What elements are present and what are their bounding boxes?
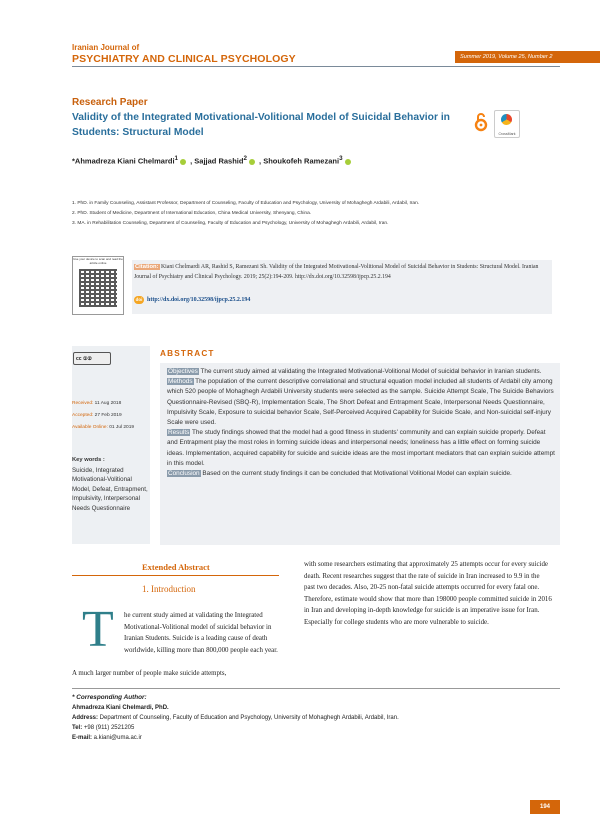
intro-column1-last: A much larger number of people make suicide attempts, xyxy=(72,670,227,677)
received-value: 11 Aug 2018 xyxy=(93,401,122,406)
page-number: 194 xyxy=(530,800,560,814)
author-list xyxy=(72,155,353,166)
corresponding-email xyxy=(72,733,552,743)
abstract-heading: ABSTRACT xyxy=(160,349,215,358)
section-heading: 1. Introduction xyxy=(142,584,196,594)
affiliation-item: 2. PhD. Student of Medicine, Department of International Education, China Medical University, Shenyang, China. xyxy=(72,211,312,216)
citation-body: Kiani Chelmardi AR, Rashid S, Ramezani Sh. Validity of the Integrated Motivational-Volitional Model of Suicidal Behavior in Students: Structural Model. Iranian Journal of Psychiatry and Clinical Psychology. 2019; 25(2):194-209. http://dx.doi.org/10.32598/ijpcp.25.2.194 xyxy=(134,264,539,280)
online-label: Available Online: xyxy=(72,425,108,430)
results-text: The study findings showed that the model had a good fitness in students' community and can explain suicide properly. Defeat and Entrapment play the most roles in forming suicide ideas and interpersonal needs; loneliness has a little effect on forming suicide ideas. Implementation, acquired capability for suicide and suicide ideas are the most important mediators that can explain suicide attempt in this model. xyxy=(167,429,555,467)
author-sup: 1 xyxy=(174,155,179,162)
qr-code-icon xyxy=(79,269,117,307)
author-sup: 2 xyxy=(243,155,247,162)
journal-name-line1: Iranian Journal of xyxy=(72,43,140,52)
accepted-label: Accepted: xyxy=(72,413,94,418)
drop-cap: T xyxy=(82,601,114,658)
accepted-value: 27 Feb 2019 xyxy=(93,413,122,418)
author-sup: 3 xyxy=(339,155,343,162)
methods-text: The population of the current descriptive correlational and structural equation model included all students of Ardabil city among which 520 people of Mohaghegh Ardabili University students were selected as the sample. Suicide Attempt Scale, The Suicide Behaviors Questionnaire-Revised (SBQ-R), Implementation Scale, The Short Defeat and Entrapment Scale, Interpersonal Needs Questionnaire, Impulsivity Scale, Exposure to suicidal behavior Scale, Self-Perceived Acquired Capability for Suicide Scale, and Non-suicidal self-injury Scale were used. xyxy=(167,378,554,427)
accepted-date xyxy=(72,410,134,422)
affiliation-item: 1. PhD. in Family Counseling, Assistant Professor, Department of Counseling, Faculty of Education and Psychology, University of Mohaghegh Ardabili, Ardabil, Iran. xyxy=(72,201,420,206)
intro-column1: he current study aimed at validating the Integrated Motivational-Volitional model of suicidal behavior in Iranian Students. Suicide is a leading cause of death worldwide, killing more than 800,000 people each year. xyxy=(124,612,278,654)
citation-text xyxy=(134,263,548,282)
online-value: 01 Jul 2019 xyxy=(107,425,135,430)
extended-divider xyxy=(72,575,279,576)
author-name: , Sajjad Rashid xyxy=(190,156,244,166)
conclusion-label: Conclusion xyxy=(168,470,200,478)
keywords-text: Suicide, Integrated Motivational-Volitional Model, Defeat, Entrapment, Impulsivity, Interpersonal Needs Questionnaire xyxy=(72,467,148,512)
open-access-icon[interactable] xyxy=(473,112,489,132)
doi-link[interactable]: http://dx.doi.org/10.32598/ijpcp.25.2.194 xyxy=(147,297,251,303)
corresponding-name: Ahmadreza Kiani Chelmardi, PhD. xyxy=(72,705,169,711)
author-name: *Ahmadreza Kiani Chelmardi xyxy=(72,156,175,166)
header-divider xyxy=(72,66,560,67)
intro-column2: with some researchers estimating that approximately 25 attempts occur for every suicide death. Recent researches suggest that the rate of suicide in Iran increased to 9.9 in the past two decades. Also, 20-25 non-fatal suicide attempts occurred for every fatal one. Therefore, estimate would show that more than 198000 people committed suicide in 2016 in Iran and developing in-depth knowledge for suicide is an imperative issue for Iran. Especially for college students who are more vulnerable to suicide. xyxy=(304,561,552,626)
qr-caption: Use your device to scan and read the article online xyxy=(73,257,123,265)
tel-label: Tel: xyxy=(72,725,83,731)
address-label: Address: xyxy=(72,715,99,721)
email-label: E-mail: xyxy=(72,735,93,741)
keywords-label: Key words : xyxy=(72,457,105,463)
crossmark-label: CrossMark xyxy=(498,132,516,136)
corresponding-label: * Corresponding Author: xyxy=(72,694,147,701)
extended-abstract-heading: Extended Abstract xyxy=(142,562,210,572)
affiliation-item: 3. MA. in Rehabilitation Counseling, Department of Counseling, Faculty of Education and Psychology, University of Mohaghegh Ardabili, Ardabil, Iran. xyxy=(72,221,389,226)
methods-label: Methods xyxy=(168,378,193,386)
doi-line xyxy=(134,296,250,304)
qr-code-box[interactable] xyxy=(72,256,124,315)
doi-icon: doi xyxy=(135,297,143,302)
corresponding-address xyxy=(72,713,552,723)
received-label: Received: xyxy=(72,401,94,406)
article-dates xyxy=(72,398,134,434)
corresponding-divider xyxy=(72,688,560,689)
citation-label: Citation: xyxy=(135,264,159,270)
objectives-text: The current study aimed at validating the Integrated Motivational-Volitional Model of suicidal behavior in Iranian students. xyxy=(198,368,542,375)
journal-name-line2: PSYCHIATRY AND CLINICAL PSYCHOLOGY xyxy=(72,53,296,65)
email-value[interactable]: a.kiani@uma.ac.ir xyxy=(92,735,142,741)
issue-banner: Summer 2019, Volume 25, Number 2 xyxy=(455,51,600,63)
objectives-label: Objectives xyxy=(168,368,198,375)
sidebar-panel xyxy=(72,346,150,544)
article-title: Validity of the Integrated Motivational-Volitional Model of Suicidal Behavior in Students: Structural Model xyxy=(72,112,450,138)
orcid-icon[interactable] xyxy=(249,159,255,165)
received-date xyxy=(72,398,134,410)
corresponding-tel xyxy=(72,723,552,733)
paper-type: Research Paper xyxy=(72,97,148,108)
orcid-icon[interactable] xyxy=(180,159,186,165)
abstract-text xyxy=(167,367,557,479)
orcid-icon[interactable] xyxy=(345,159,351,165)
address-value: Department of Counseling, Faculty of Education and Psychology, University of Mohaghegh Ardabili, Ardabil, Iran. xyxy=(98,715,399,721)
crossmark-icon xyxy=(501,114,512,125)
crossmark-badge[interactable] xyxy=(494,110,520,138)
author-name: , Shoukofeh Ramezani xyxy=(259,156,340,166)
online-date xyxy=(72,422,134,434)
tel-value: +98 (911) 2521205 xyxy=(82,725,135,731)
results-label: Results xyxy=(168,429,190,437)
cc-license-badge[interactable]: cc ①② xyxy=(73,352,111,365)
corresponding-details xyxy=(72,703,552,743)
conclusion-text: Based on the current study findings it can be concluded that Motivational Volitional Model can explain suicide. xyxy=(200,470,512,478)
affiliations xyxy=(72,199,552,229)
